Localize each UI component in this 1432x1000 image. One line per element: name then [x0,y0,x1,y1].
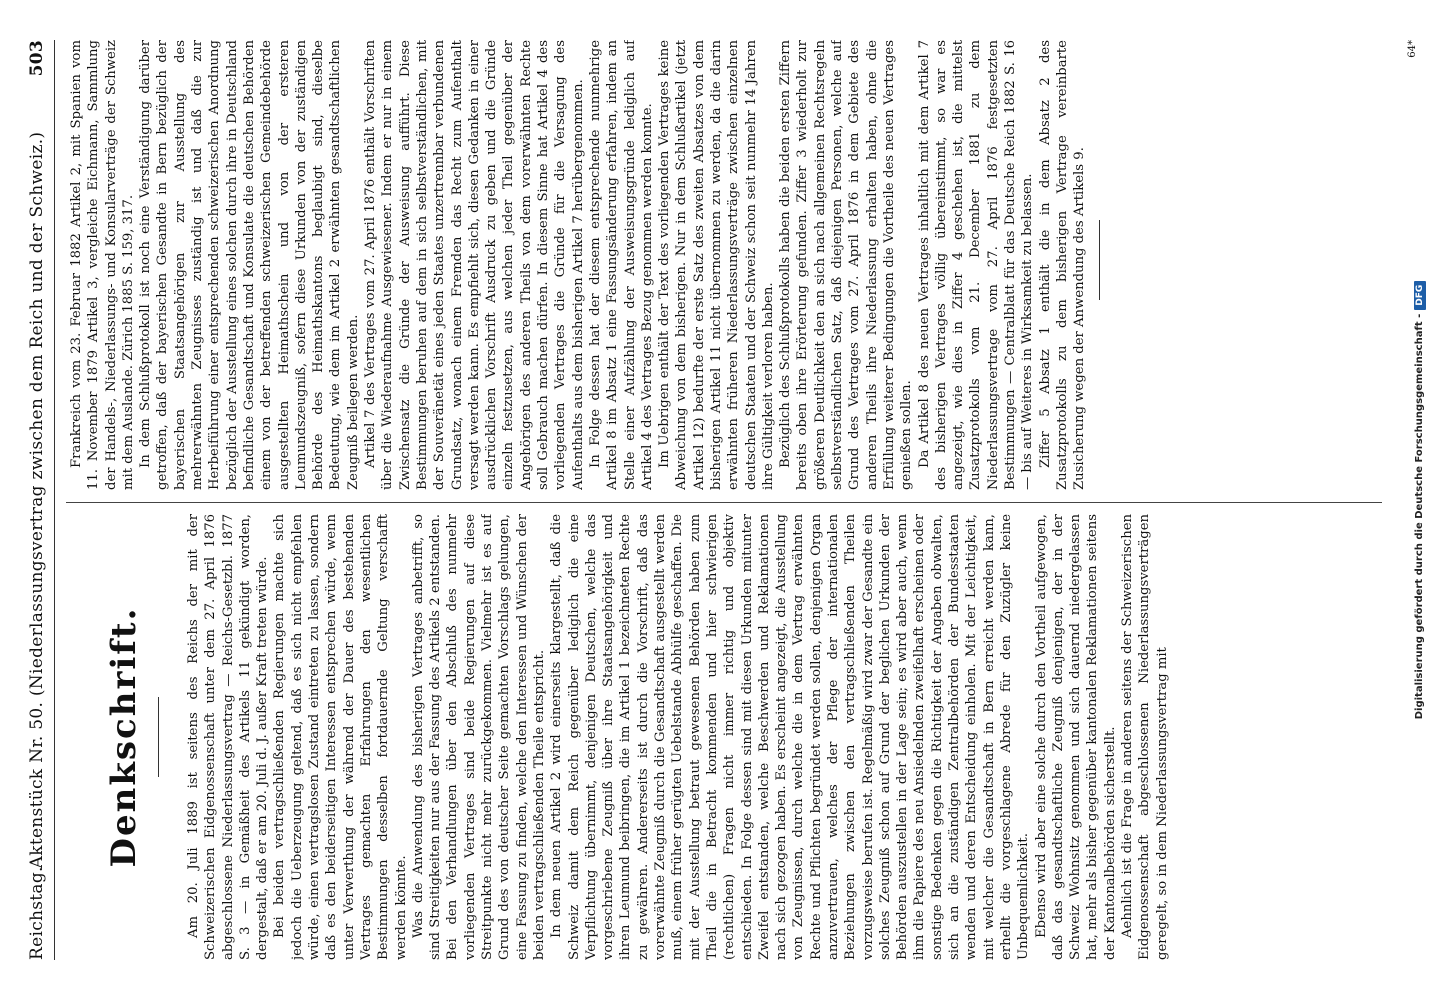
paragraph: Artikel 7 des Vertrages vom 27. April 1876 enthält Vorschriften über die Wiederaufnahme Ausgewiesener. Indem er nur in einem Zwischensatz die Gründe der Ausweisung aufführt. Diese Bestimmungen beruhen auf dem in sich selbstverständlichen, mit der Souveränetät eines jeden Staates unzertrennbar verbundenen Grundsatz, wonach einem Fremden das Recht zum Aufenthalt versagt werden kann. Es empfiehlt sich, diesen Gedanken in einer ausdrücklichen Vorschrift Ausdruck zu geben und die Gründe einzeln festzusetzen, aus welchen jeder Theil gegenüber der Angehörigen des anderen Theils von dem vorerwähnten Rechte soll Gebrauch machen dürfen. In diesem Sinne hat Artikel 4 des vorliegenden Vertrages die Gründe für die Versagung des Aufenthalts aus dem bisherigen Artikel 7 herübergenommen. [363,40,586,490]
paragraph: Ziffer 5 Absatz 1 enthält die in dem Absatz 2 des Zusatzprotokolls zu dem bisherigen Vertrage vereinbarte Zusicherung wegen der Anwendung des Artikels 9. [1037,40,1088,490]
document-title: Denkschrift. [104,606,144,868]
paragraph: Bezüglich des Schlußprotokolls haben die beiden ersten Ziffern bereits oben ihre Erörterung gefunden. Ziffer 3 wiederholt zur größeren Deutlichkeit den an sich nach allgemeinen Rechtsregeln selbstverständlichen Satz, daß diejenigen Personen, welche auf Grund des Vertrages vom 27. April 1876 in dem Gebiete des anderen Theils ihre Niederlassung erhalten haben, ohne die Erfüllung weiterer Bedingungen die Vortheile des neuen Vertrages genießen sollen. [778,40,915,490]
title-rule [158,697,159,777]
paragraph: Ebenso wird aber eine solche durch den Vortheil aufgewogen, daß das gesandtschaftliche Zeugniß denjenigen, der in der Schweiz Wohnsitz genommen und sich dauernd niedergelassen hat, mehr als bisher gegenüber kantonalen Reklamationen seitens der Kantonalbehörden sicherstellt. [1033,514,1118,960]
paragraph: In dem Schlußprotokoll ist noch eine Verständigung darüber getroffen, daß der bayerischen Gesandte in Bern bezüglich der bayerischen Staatsangehörigen zur Ausstellung des mehrerwähnten Zeugnisses zuständig ist und daß die zur Herbeiführung einer entsprechenden schweizerischen Anordnung bezüglich der Ausstellung eines solchen durch ihre in Deutschland befindliche Gesandtschaft und Konsulate die deutschen Behörden einem von der betreffenden schweizerischen Gemeindebehörde ausgestellten Heimathschein und von der ersteren Leumundszeugniß, sofern diese Urkunden von der zuständigen Behörde des Heimathskantons beglaubigt sind, dieselbe Bedeutung, wie dem im Artikel 2 erwähnten gesandtschaftlichen Zeugniß beilegen werden. [138,40,361,490]
paragraph: Frankreich vom 23. Februar 1882 Artikel 2, mit Spanien vom 11. November 1879 Artikel 3, vergleiche Eichmann, Sammlung der Handels-, Niederlassungs- und Konsularverträge der Schweiz mit dem Auslande. Zürich 1885 S. 159, 317. [69,40,136,490]
page-number: 503 [27,40,47,77]
dfg-logo: DFG [1414,281,1426,310]
paragraph: Am 20. Juli 1889 ist seitens des Reichs der mit der Schweizerischen Eidgenossenschaft unter dem 27. April 1876 abgeschlossene Niederlassungsvertrag — Reichs-Gesetzbl. 1877 S. 3 — in Gemäßheit des Artikels 11 gekündigt worden, dergestalt, daß er am 20. Juli d. J. außer Kraft treten würde. [186,514,271,960]
digitization-note [1414,0,1426,1000]
paragraph: Im Uebrigen enthält der Text des vorliegenden Vertrages keine Abweichung von dem bisherigen. Nur in dem Schlußartikel (jetzt Artikel 12) bedurfte der erste Satz des zweiten Absatzes von dem bisherigen Artikel 11 nicht übernommen zu werden, da die darin erwähnten früheren Niederlassungsverträge zwischen einzelnen deutschen Staaten und der Schweiz schon seit nunmehr 14 Jahren ihre Gültigkeit verloren haben. [657,40,776,490]
header-rule [54,40,55,960]
paragraph: Da Artikel 8 des neuen Vertrages inhaltlich mit dem Artikel 7 des bisherigen Vertrages völlig übereinstimmt, so war es angezeigt, wie dies in Ziffer 4 geschehen ist, die mittelst Zusatzprotokolls vom 21. December 1881 zu dem Niederlassungsvertrage vom 27. April 1876 festgesetzten Bestimmungen — Centralblatt für das Deutsche Reich 1882 S. 16 — bis auf Weiteres in Wirksamkeit zu belassen. [916,40,1036,490]
digitization-text: Digitalisierung gefördert durch die Deutsche Forschungsgemeinschaft - [1414,313,1425,720]
right-column [68,40,1386,490]
paragraph: Aehnlich ist die Frage in anderen seitens der Schweizerischen Eidgenossenschaft abgeschlossenen Niederlassungsverträgen geregelt, so in dem Niederlassungsvertrag mit [1120,514,1170,960]
paragraph: In dem neuen Artikel 2 wird einerseits klargestellt, daß die Schweiz damit dem Reich gegenüber lediglich die eine Verpflichtung übernimmt, denjenigen Deutschen, welche das vorgeschriebene Zeugniß über ihre Staatsangehörigkeit und ihren Leumund beibringen, die im Artikel 1 bezeichneten Rechte zu gewähren. Andererseits ist durch die Vorschrift, daß das vorerwähnte Zeugniß durch die Gesandtschaft ausgestellt werden muß, einem früher gerügten Uebelstande Abhülfe geschaffen. Die mit der Ausstellung betraut gewesenen Behörden haben zum Theil die in Betracht kommenden und hier schwierigen (rechtlichen) Fragen nicht immer richtig und objektiv entschieden. In Folge dessen sind mit diesen Urkunden mitunter Zweifel entstanden, welche Beschwerden und Reklamationen nach sich gezogen haben. Es erscheint angezeigt, die Ausstellung von Zeugnissen, durch welche die in dem Vertrag erwähnten Rechte und Pflichten begründet werden sollen, denjenigen Organ anzuvertrauen, welches der Pflege der internationalen Beziehungen zwischen den vertragschließenden Theilen vorzugsweise berufen ist. Regelmäßig wird zwar der Gesandte ein solches Zeugniß schon auf Grund der beglichen Urkunden der Behörden auszustellen in der Lage sein; es wird aber auch, wenn ihm die Papiere des neu Ansiedelnden zweifelhaft erscheinen oder sonstige Bedenken gegen die Richtigkeit der Angaben obwalten, sich an die zuständigen Zentralbehörden der Bundesstaaten wenden und deren Entscheidung einholen. Mit der Leichtigkeit, mit welcher die Gesandtschaft in Bern erreicht werden kann, erhellt die vorgeschlagene Abrede für den Zuzügler keine Unbequemlichkeit. [549,514,1032,960]
paragraph: Bei beiden vertragschließenden Regierungen machte sich jedoch die Ueberzeugung geltend, daß es sich nicht empfehlen würde, einen vertragslosen Zustand eintreten zu lassen, sondern daß es den beiderseitigen Interessen entsprechen würde, wenn unter Verwerthung der während der Dauer des bestehenden Vertrages gemachten Erfahrungen den wesentlichen Bestimmungen desselben fortdauernde Geltung verschafft werden könnte. [272,514,409,960]
paragraph: In Folge dessen hat der diesem entsprechende nunmehrige Artikel 8 im Absatz 1 eine Fassungsänderung erfahren, indem an Stelle einer Aufzählung der Ausweisungsgründe lediglich auf Artikel 4 des Vertrages Bezug genommen werden konnte. [587,40,655,490]
closing-rule [1099,220,1100,300]
header-center: Aktenstück Nr. 50. (Niederlassungsvertrag zwischen dem Reich und der Schweiz.) [27,131,47,869]
left-column [68,514,1386,960]
paragraph: Was die Anwendung des bisherigen Vertrages anbetrifft, so sind Streitigkeiten nur aus der Fassung des Artikels 2 entstanden. Bei den Verhandlungen über den Abschluß des nunmehr vorliegenden Vertrages sind beide Regierungen auf diese Streitpunkte nicht mehr zurückgekommen. Vielmehr ist es auf Grund des von deutscher Seite gemachten Vorschlags gelungen, eine Fassung zu finden, welche den Interessen und Wünschen der beiden vertragschließenden Theile entspricht. [410,514,547,960]
column-divider [66,502,1382,503]
page-header [22,40,52,960]
header-left: Reichstag. [27,866,47,960]
signature-mark: 64* [1407,40,1418,58]
